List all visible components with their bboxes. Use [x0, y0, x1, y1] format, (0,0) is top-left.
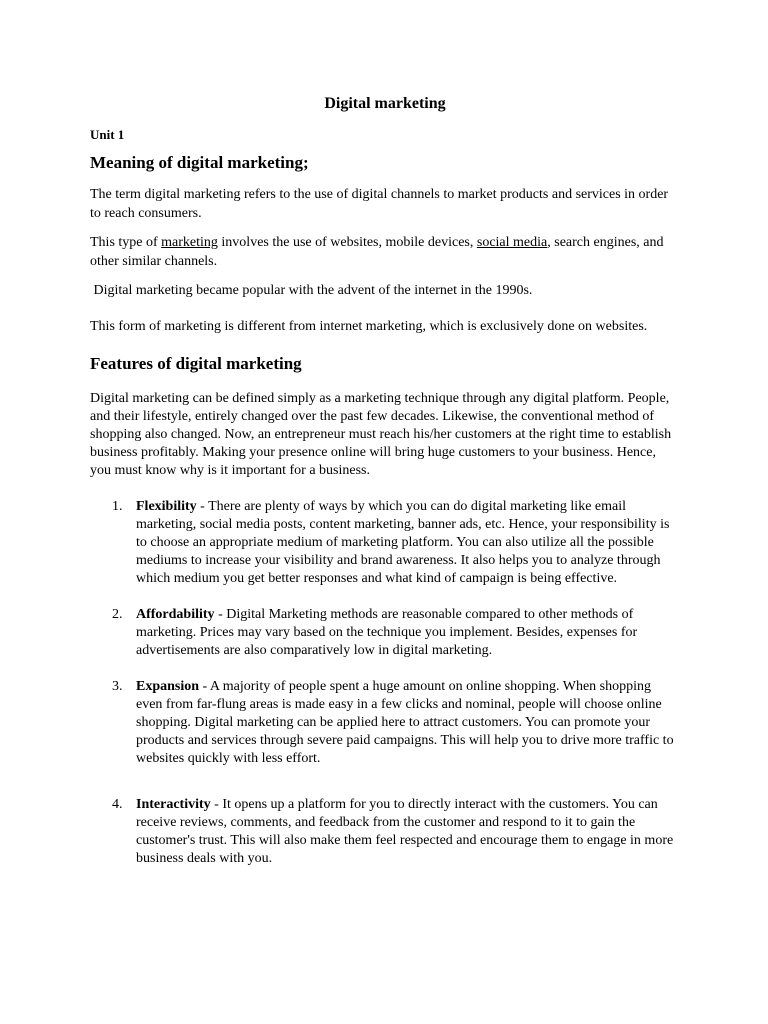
list-item-term: Expansion: [136, 679, 200, 694]
paragraph-channels-mid: involves the use of websites, mobile devices,: [217, 235, 477, 250]
list-item-number: 2.: [112, 607, 123, 622]
list-item-text: - A majority of people spent a huge amount on online shopping. When shopping even from far-flung areas is made easy in a few clicks and nominal, people will choose online shopping. Digital marketing can be applied here to attract customers. You can promote your products and services through severe paid campaigns. This will help you to drive more traffic to websites quickly with less effort.: [136, 679, 674, 766]
paragraph-channels: [90, 233, 680, 271]
list-item-text: - There are plenty of ways by which you can do digital marketing like email marketing, social media posts, content marketing, banner ads, etc. Hence, your responsibility is to choose an appropriate medium of marketing platform. You can also utilize all the possible mediums to increase your visibility and brand awareness. It also helps you to analyze through which medium you get better responses and what kind of campaign is being effective.: [136, 499, 670, 586]
list-item-number: 4.: [112, 797, 123, 812]
list-item: [90, 678, 680, 768]
document-title: Digital marketing: [324, 95, 446, 112]
paragraph-difference: This form of marketing is different from internet marketing, which is exclusively done on websites.: [90, 319, 648, 334]
list-item: [90, 606, 680, 660]
list-item-term: Interactivity: [136, 797, 211, 812]
list-item: [90, 796, 680, 868]
features-list: [90, 498, 680, 868]
unit-label: Unit 1: [90, 127, 125, 142]
paragraph-history: Digital marketing became popular with the advent of the internet in the 1990s.: [90, 283, 533, 298]
list-item-text: - Digital Marketing methods are reasonable compared to other methods of marketing. Prices may vary based on the technique you implement. Besides, expenses for advertisements are also comparatively low in digital marketing.: [136, 607, 638, 658]
paragraph-features-intro: Digital marketing can be defined simply as a marketing technique through any digital platform. People, and their lifestyle, entirely changed over the past few decades. Likewise, the conventional method of shopping also changed. Now, an entrepreneur must reach his/her customers at the right time to establish business profitably. Making your presence online will bring huge customers to your business. Hence, you must know why is it important for a business.: [90, 391, 672, 478]
paragraph-channels-post: , search engines, and other similar channels.: [90, 235, 664, 269]
list-item-term: Flexibility: [136, 499, 197, 514]
list-item-number: 1.: [112, 499, 123, 514]
section-heading-meaning: Meaning of digital marketing;: [90, 153, 309, 172]
paragraph-definition: The term digital marketing refers to the use of digital channels to market products and services in order to reach consumers.: [90, 187, 669, 221]
list-item-term: Affordability: [136, 607, 215, 622]
list-item-number: 3.: [112, 679, 123, 694]
list-item: [90, 498, 680, 588]
social-media-link[interactable]: social media: [476, 235, 548, 250]
marketing-link[interactable]: marketing: [161, 235, 218, 250]
document-page: [90, 94, 680, 868]
paragraph-channels-pre: This type of: [90, 235, 162, 250]
section-heading-features: Features of digital marketing: [90, 354, 302, 373]
list-item-text: - It opens up a platform for you to directly interact with the customers. You can receive reviews, comments, and feedback from the customer and respond to it to gain the customer's trust. This will also make them feel respected and encourage them to engage in more business deals with you.: [136, 797, 674, 866]
